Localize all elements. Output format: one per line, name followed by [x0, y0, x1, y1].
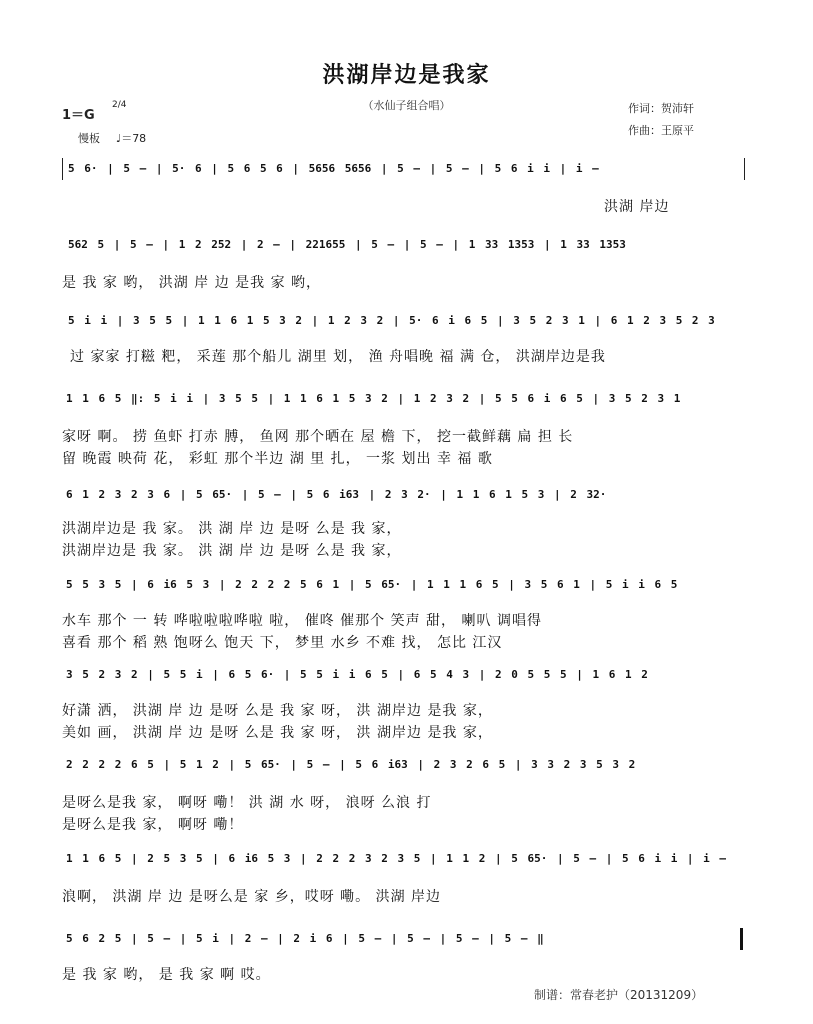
notes-system-8: 2 2 2 2 6 5 | 5 1 2 | 5 65· | 5 – | 5 6 i63 | 2 3 2 6 5 | 3 3 2 3 5 3 2 [66, 758, 636, 771]
lyrics-system-9: 浪啊， 洪湖 岸 边 是呀么是 家 乡，哎呀 嘞。 洪湖 岸边 [62, 889, 442, 905]
lyricist-credit: 作词：贺沛轩 [628, 102, 694, 115]
song-title: 洪湖岸边是我家 [322, 63, 491, 88]
notes-system-4: 1 1 6 5 ‖: 5 i i | 3 5 5 | 1 1 6 1 5 3 2 | 1 2 3 2 | 5 5 6 i 6 5 | 3 5 2 3 1 [66, 392, 681, 405]
lyrics-system-4-verse-1: 家呀 啊。 捞 鱼虾 打赤 膊， 鱼网 那个晒在 屋 檐 下， 挖一截鲜藕 扁 担 长 [62, 429, 574, 445]
notes-system-10: 5 6 2 5 | 5 – | 5 i | 2 – | 2 i 6 | 5 – | 5 – | 5 – | 5 – ‖ [66, 932, 544, 945]
lyrics-system-5-verse-2: 洪湖岸边是 我 家。 洪 湖 岸 边 是呀 么是 我 家， [62, 543, 402, 559]
time-signature: 2/4 [112, 100, 127, 110]
notes-system-3: 5 i i | 3 5 5 | 1 1 6 1 5 3 2 | 1 2 3 2 | 5· 6 i 6 5 | 3 5 2 3 1 | 6 1 2 3 5 2 3 [68, 314, 715, 327]
barline [744, 158, 745, 180]
lyrics-system-8-verse-2: 是呀么是我 家， 啊呀 嘞！ [62, 817, 244, 833]
lyrics-system-6-verse-2: 喜看 那个 稻 熟 饱呀么 饱天 下， 梦里 水乡 不难 找， 怎比 江汉 [62, 635, 503, 651]
key-signature: 1＝G [62, 108, 95, 123]
lyrics-system-2: 是 我 家 哟， 洪湖 岸 边 是我 家 哟， [62, 275, 322, 291]
lyrics-system-7-verse-1: 好潇 洒， 洪湖 岸 边 是呀 么是 我 家 呀， 洪 湖岸边 是我 家， [62, 703, 493, 719]
transcriber-credit: 制谱：常春老护（20131209） [534, 988, 704, 1002]
notes-system-2: 562 5 | 5 – | 1 2 252 | 2 – | 221655 | 5 – | 5 – | 1 33 1353 | 1 33 1353 [68, 238, 626, 251]
lyrics-system-3: 过 家家 打糍 粑， 采莲 那个船儿 湖里 划， 渔 舟唱晚 福 满 仓， 洪湖岸边是我 [70, 349, 606, 365]
lyrics-system-1: 洪湖 岸边 [604, 199, 670, 215]
song-subtitle: （水仙子组合唱） [362, 99, 451, 112]
notes-system-5: 6 1 2 3 2 3 6 | 5 65· | 5 – | 5 6 i63 | 2 3 2· | 1 1 6 1 5 3 | 2 32· [66, 488, 607, 501]
lyrics-system-6-verse-1: 水车 那个 一 转 哗啦啦啦哗啦 啦， 催咚 催那个 笑声 甜， 喇叭 调唱得 [62, 613, 542, 629]
tempo-marking: 慢板 [78, 132, 100, 145]
notes-system-6: 5 5 3 5 | 6 i6 5 3 | 2 2 2 2 5 6 1 | 5 65· | 1 1 1 6 5 | 3 5 6 1 | 5 i i 6 5 [66, 578, 678, 591]
lyrics-system-4-verse-2: 留 晚霞 映荷 花， 彩虹 那个半边 湖 里 扎， 一浆 划出 幸 福 歌 [62, 451, 493, 467]
notes-system-1: 5 6· | 5 – | 5· 6 | 5 6 5 6 | 5656 5656 | 5 – | 5 – | 5 6 i i | i – [68, 162, 599, 175]
notes-system-9: 1 1 6 5 | 2 5 3 5 | 6 i6 5 3 | 2 2 2 3 2 3 5 | 1 1 2 | 5 65· | 5 – | 5 6 i i | i – [66, 852, 727, 865]
lyrics-system-8-verse-1: 是呀么是我 家， 啊呀 嘞！ 洪 湖 水 呀， 浪呀 么浪 打 [62, 795, 432, 811]
lyrics-system-5-verse-1: 洪湖岸边是 我 家。 洪 湖 岸 边 是呀 么是 我 家， [62, 521, 402, 537]
tempo-value: ♩＝78 [116, 132, 147, 145]
notes-system-7: 3 5 2 3 2 | 5 5 i | 6 5 6· | 5 5 i i 6 5 | 6 5 4 3 | 2 0 5 5 5 | 1 6 1 2 [66, 668, 648, 681]
composer-credit: 作曲：王原平 [628, 124, 694, 137]
barline [62, 158, 63, 180]
lyrics-system-7-verse-2: 美如 画， 洪湖 岸 边 是呀 么是 我 家 呀， 洪 湖岸边 是我 家， [62, 725, 493, 741]
lyrics-system-10: 是 我 家 哟， 是 我 家 啊 哎。 [62, 967, 271, 983]
final-barline [740, 928, 743, 950]
